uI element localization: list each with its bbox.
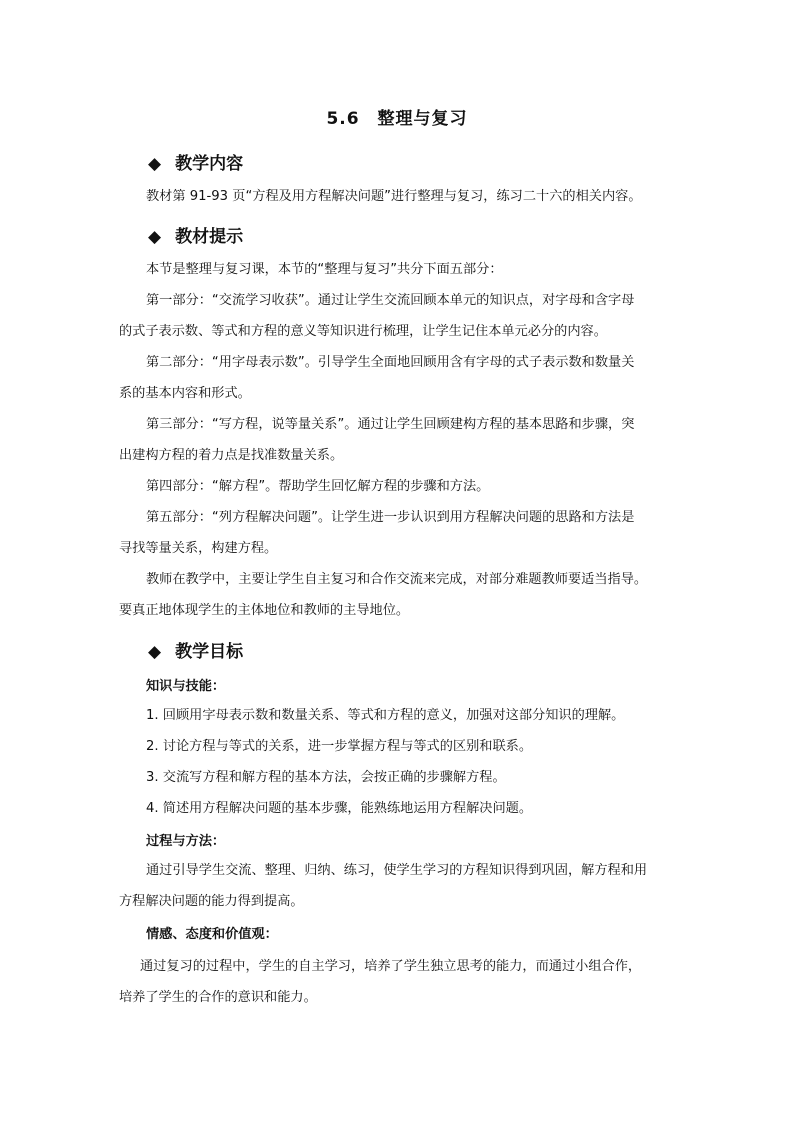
section-heading-goals	[148, 637, 243, 662]
paragraph-line: 本节是整理与复习课，本节的“整理与复习”共分下面五部分：	[146, 262, 503, 277]
diamond-bullet-icon: ◆	[148, 154, 162, 174]
list-item: 3. 交流写方程和解方程的基本方法，会按正确的步骤解方程。	[146, 770, 506, 785]
paragraph-line: 第三部分：“写方程，说等量关系”。通过让学生回顾建构方程的基本思路和步骤，突	[146, 417, 635, 432]
paragraph-line: 教师在教学中，主要让学生自主复习和合作交流来完成，对部分难题教师要适当指导。	[146, 572, 648, 587]
paragraph-line: 第一部分：“交流学习收获”。通过让学生交流回顾本单元的知识点，对字母和含字母	[146, 293, 635, 308]
section-heading-label: 教学目标	[175, 642, 244, 662]
section-heading-label: 教学内容	[175, 154, 244, 174]
list-item: 1. 回顾用字母表示数和数量关系、等式和方程的意义，加强对这部分知识的理解。	[146, 708, 625, 723]
paragraph-line: 寻找等量关系，构建方程。	[119, 541, 278, 556]
list-item: 2. 讨论方程与等式的关系，进一步掌握方程与等式的区别和联系。	[146, 739, 533, 754]
list-item: 4. 简述用方程解决问题的基本步骤，能熟练地运用方程解决问题。	[146, 801, 533, 816]
paragraph-line: 通过复习的过程中，学生的自主学习，培养了学生独立思考的能力，而通过小组合作，	[140, 959, 642, 974]
paragraph-line: 方程解决问题的能力得到提高。	[119, 894, 304, 909]
page-title: 5.6 整理与复习	[326, 109, 468, 129]
subheading-knowledge: 知识与技能：	[146, 679, 226, 694]
section-heading-hints	[148, 222, 243, 247]
section-heading-content	[148, 149, 243, 174]
section-heading-label: 教材提示	[175, 227, 244, 247]
subheading-emotion: 情感、态度和价值观：	[146, 927, 278, 942]
diamond-bullet-icon: ◆	[148, 642, 162, 662]
paragraph-line: 第二部分：“用字母表示数”。引导学生全面地回顾用含有字母的式子表示数和数量关	[146, 355, 635, 370]
paragraph-line: 出建构方程的着力点是找准数量关系。	[119, 448, 344, 463]
paragraph-line: 教材第 91-93 页“方程及用方程解决问题”进行整理与复习，练习二十六的相关内容。	[146, 189, 642, 204]
paragraph-line: 要真正地体现学生的主体地位和教师的主导地位。	[119, 603, 410, 618]
paragraph-line: 通过引导学生交流、整理、归纳、练习，使学生学习的方程知识得到巩固，解方程和用	[146, 863, 648, 878]
paragraph-line: 第五部分：“列方程解决问题”。让学生进一步认识到用方程解决问题的思路和方法是	[146, 510, 635, 525]
paragraph-line: 培养了学生的合作的意识和能力。	[119, 990, 317, 1005]
paragraph-line: 系的基本内容和形式。	[119, 386, 251, 401]
paragraph-line: 第四部分：“解方程”。帮助学生回忆解方程的步骤和方法。	[146, 479, 490, 494]
diamond-bullet-icon: ◆	[148, 227, 162, 247]
subheading-process: 过程与方法：	[146, 834, 226, 849]
paragraph-line: 的式子表示数、等式和方程的意义等知识进行梳理，让学生记住本单元必分的内容。	[119, 324, 607, 339]
